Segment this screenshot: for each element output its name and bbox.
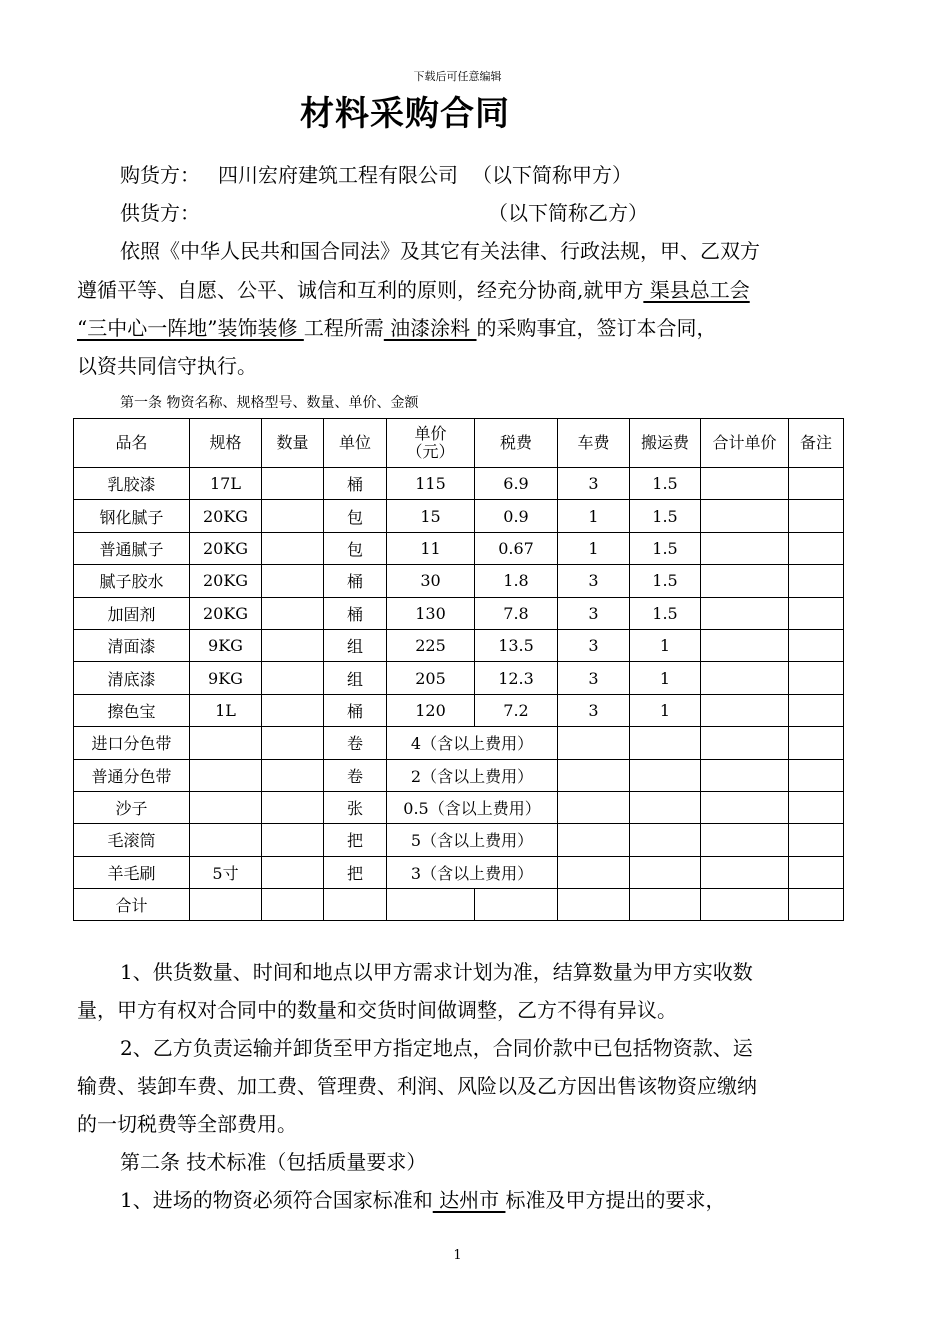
table-row xyxy=(74,824,844,856)
table-cell xyxy=(262,629,324,661)
table-cell xyxy=(701,824,789,856)
col-header: 车费 xyxy=(558,419,630,468)
table-cell: 3 xyxy=(558,565,630,597)
intro-line-3: “三中心一阵地”装饰装修 工程所需 油漆涂料 的采购事宜，签订本合同， xyxy=(77,316,717,340)
clause-1-line-1: 1、供货数量、时间和地点以甲方需求计划为准，结算数量为甲方实收数 xyxy=(120,960,753,984)
table-row xyxy=(74,791,844,823)
table-row xyxy=(74,468,844,500)
table-cell: 1.5 xyxy=(630,597,701,629)
table-cell xyxy=(630,889,701,921)
table-cell: 桶 xyxy=(324,565,387,597)
table-cell xyxy=(789,727,844,759)
table-cell xyxy=(558,759,630,791)
page-number: 1 xyxy=(453,1248,462,1263)
table-cell xyxy=(262,532,324,564)
table-cell: 5（含以上费用） xyxy=(387,824,558,856)
table-cell xyxy=(262,694,324,726)
table-cell xyxy=(701,597,789,629)
col-header: 备注 xyxy=(789,419,844,468)
table-cell: 组 xyxy=(324,629,387,661)
table-cell xyxy=(262,856,324,888)
table-cell: 包 xyxy=(324,532,387,564)
table-cell: 1.5 xyxy=(630,565,701,597)
table-cell: 包 xyxy=(324,500,387,532)
table-row xyxy=(74,856,844,888)
table-cell: 120 xyxy=(387,694,475,726)
page-title: 材料采购合同 xyxy=(300,94,510,134)
table-cell: 3（含以上费用） xyxy=(387,856,558,888)
table-cell xyxy=(630,727,701,759)
seller-line xyxy=(120,194,648,232)
table-cell: 130 xyxy=(387,597,475,629)
table-cell: 1 xyxy=(630,694,701,726)
table-cell: 张 xyxy=(324,791,387,823)
table-cell: 毛滚筒 xyxy=(74,824,190,856)
table-cell: 普通腻子 xyxy=(74,532,190,564)
table-cell xyxy=(789,791,844,823)
clause-2-line-1: 2、乙方负责运输并卸货至甲方指定地点，合同价款中已包括物资款、运 xyxy=(120,1036,753,1060)
table-cell xyxy=(324,889,387,921)
table-cell: 0.5（含以上费用） xyxy=(387,791,558,823)
table-cell: 4（含以上费用） xyxy=(387,727,558,759)
col-header: 规格 xyxy=(190,419,262,468)
table-cell: 7.2 xyxy=(475,694,558,726)
materials-table xyxy=(73,418,844,921)
table-cell xyxy=(262,727,324,759)
seller-alias: （以下简称乙方） xyxy=(488,201,648,225)
table-cell xyxy=(387,889,475,921)
table-cell xyxy=(630,759,701,791)
table-cell xyxy=(789,468,844,500)
table-row xyxy=(74,727,844,759)
intro-line-4: 以资共同信守执行。 xyxy=(77,354,257,378)
col-header: 搬运费 xyxy=(630,419,701,468)
table-cell: 进口分色带 xyxy=(74,727,190,759)
table-row xyxy=(74,662,844,694)
table-cell: 1.5 xyxy=(630,532,701,564)
table-cell: 合计 xyxy=(74,889,190,921)
table-cell: 乳胶漆 xyxy=(74,468,190,500)
table-row xyxy=(74,694,844,726)
table-row xyxy=(74,597,844,629)
table-cell xyxy=(190,759,262,791)
table-cell: 桶 xyxy=(324,694,387,726)
table-cell xyxy=(190,889,262,921)
table-cell: 1.5 xyxy=(630,500,701,532)
table-cell: 1 xyxy=(630,629,701,661)
table-cell xyxy=(262,889,324,921)
table-cell: 11 xyxy=(387,532,475,564)
project-name-part1: 渠县总工会 xyxy=(643,278,750,302)
table-cell: 13.5 xyxy=(475,629,558,661)
table-cell xyxy=(701,759,789,791)
table-cell: 清面漆 xyxy=(74,629,190,661)
table-row xyxy=(74,532,844,564)
table-cell xyxy=(701,662,789,694)
table-cell: 205 xyxy=(387,662,475,694)
col-header: 单位 xyxy=(324,419,387,468)
city-name: 达州市 xyxy=(432,1188,506,1212)
project-name-part2: “三中心一阵地”装饰装修 xyxy=(77,316,304,340)
clause-1-line-2: 量，甲方有权对合同中的数量和交货时间做调整，乙方不得有异议。 xyxy=(77,998,677,1022)
table-cell xyxy=(475,889,558,921)
table-cell xyxy=(190,824,262,856)
article1-heading: 第一条 物资名称、规格型号、数量、单价、金额 xyxy=(120,395,419,411)
intro-line-2: 遵循平等、自愿、公平、诚信和互利的原则，经充分协商,就甲方 渠县总工会 xyxy=(77,278,750,302)
table-cell xyxy=(701,532,789,564)
col-header: 品名 xyxy=(74,419,190,468)
table-cell: 3 xyxy=(558,468,630,500)
table-cell xyxy=(789,565,844,597)
table-cell: 沙子 xyxy=(74,791,190,823)
table-row xyxy=(74,500,844,532)
table-cell: 2（含以上费用） xyxy=(387,759,558,791)
table-cell xyxy=(789,824,844,856)
table-cell xyxy=(190,791,262,823)
table-cell: 15 xyxy=(387,500,475,532)
table-cell: 20KG xyxy=(190,597,262,629)
table-cell: 0.67 xyxy=(475,532,558,564)
table-cell: 1.8 xyxy=(475,565,558,597)
buyer-name: 四川宏府建筑工程有限公司 xyxy=(218,163,458,187)
table-cell: 17L xyxy=(190,468,262,500)
table-cell: 桶 xyxy=(324,597,387,629)
table-cell xyxy=(558,727,630,759)
table-cell: 桶 xyxy=(324,468,387,500)
table-cell xyxy=(262,824,324,856)
article2-heading: 第二条 技术标准（包括质量要求） xyxy=(120,1150,427,1174)
table-cell: 12.3 xyxy=(475,662,558,694)
table-cell xyxy=(701,727,789,759)
intro-line-1: 依照《中华人民共和国合同法》及其它有关法律、行政法规，甲、乙双方 xyxy=(120,239,760,263)
table-cell: 卷 xyxy=(324,727,387,759)
table-cell: 1 xyxy=(558,532,630,564)
table-cell: 115 xyxy=(387,468,475,500)
table-cell: 把 xyxy=(324,824,387,856)
table-cell xyxy=(558,889,630,921)
table-cell xyxy=(558,856,630,888)
article2-clause-1: 1、进场的物资必须符合国家标准和 达州市 标准及甲方提出的要求， xyxy=(120,1188,726,1212)
table-cell: 卷 xyxy=(324,759,387,791)
col-header: 单价 （元） xyxy=(387,419,475,468)
buyer-label: 购货方： xyxy=(120,163,200,187)
table-cell: 1 xyxy=(630,662,701,694)
table-cell: 加固剂 xyxy=(74,597,190,629)
table-cell xyxy=(701,629,789,661)
table-cell xyxy=(701,468,789,500)
table-total-row xyxy=(74,889,844,921)
table-cell xyxy=(262,468,324,500)
table-cell xyxy=(789,759,844,791)
table-cell: 9KG xyxy=(190,662,262,694)
table-cell: 30 xyxy=(387,565,475,597)
col-header: 税费 xyxy=(475,419,558,468)
table-cell xyxy=(789,597,844,629)
clause-2-line-2: 输费、装卸车费、加工费、管理费、利润、风险以及乙方因出售该物资应缴纳 xyxy=(77,1074,757,1098)
table-cell: 擦色宝 xyxy=(74,694,190,726)
table-row xyxy=(74,759,844,791)
table-cell: 1 xyxy=(558,500,630,532)
table-cell xyxy=(701,791,789,823)
table-cell xyxy=(262,759,324,791)
table-cell xyxy=(701,856,789,888)
table-cell: 3 xyxy=(558,597,630,629)
table-cell xyxy=(262,662,324,694)
table-cell xyxy=(262,597,324,629)
table-cell xyxy=(789,856,844,888)
col-header: 数量 xyxy=(262,419,324,468)
table-cell: 225 xyxy=(387,629,475,661)
table-cell xyxy=(190,727,262,759)
table-cell xyxy=(630,856,701,888)
table-cell xyxy=(630,824,701,856)
download-note: 下载后可任意编辑 xyxy=(413,70,502,83)
buyer-alias: （以下简称甲方） xyxy=(472,163,632,187)
table-cell xyxy=(262,565,324,597)
table-cell: 20KG xyxy=(190,500,262,532)
table-cell: 5寸 xyxy=(190,856,262,888)
table-cell xyxy=(789,662,844,694)
table-cell: 羊毛刷 xyxy=(74,856,190,888)
table-cell xyxy=(789,500,844,532)
table-cell: 普通分色带 xyxy=(74,759,190,791)
table-cell xyxy=(789,629,844,661)
table-cell: 清底漆 xyxy=(74,662,190,694)
table-cell xyxy=(630,791,701,823)
table-cell: 0.9 xyxy=(475,500,558,532)
table-cell xyxy=(789,532,844,564)
table-cell: 20KG xyxy=(190,532,262,564)
table-cell xyxy=(558,791,630,823)
table-cell: 3 xyxy=(558,694,630,726)
table-cell: 3 xyxy=(558,662,630,694)
table-cell: 6.9 xyxy=(475,468,558,500)
table-cell xyxy=(262,791,324,823)
table-cell xyxy=(701,889,789,921)
table-row xyxy=(74,565,844,597)
table-row xyxy=(74,629,844,661)
table-header-row xyxy=(74,419,844,468)
table-cell: 20KG xyxy=(190,565,262,597)
table-cell: 把 xyxy=(324,856,387,888)
table-cell xyxy=(262,500,324,532)
table-cell: 3 xyxy=(558,629,630,661)
table-cell xyxy=(701,565,789,597)
table-cell xyxy=(701,694,789,726)
table-cell xyxy=(701,500,789,532)
col-header: 合计单价 xyxy=(701,419,789,468)
clause-2-line-3: 的一切税费等全部费用。 xyxy=(77,1112,297,1136)
table-cell: 腻子胶水 xyxy=(74,565,190,597)
table-cell: 组 xyxy=(324,662,387,694)
table-cell xyxy=(789,694,844,726)
table-cell xyxy=(558,824,630,856)
table-cell: 1L xyxy=(190,694,262,726)
material-name: 油漆涂料 xyxy=(383,316,477,340)
seller-label: 供货方： xyxy=(120,201,200,225)
table-cell xyxy=(789,889,844,921)
table-cell: 7.8 xyxy=(475,597,558,629)
table-cell: 1.5 xyxy=(630,468,701,500)
table-cell: 9KG xyxy=(190,629,262,661)
buyer-line xyxy=(120,156,632,194)
table-cell: 钢化腻子 xyxy=(74,500,190,532)
